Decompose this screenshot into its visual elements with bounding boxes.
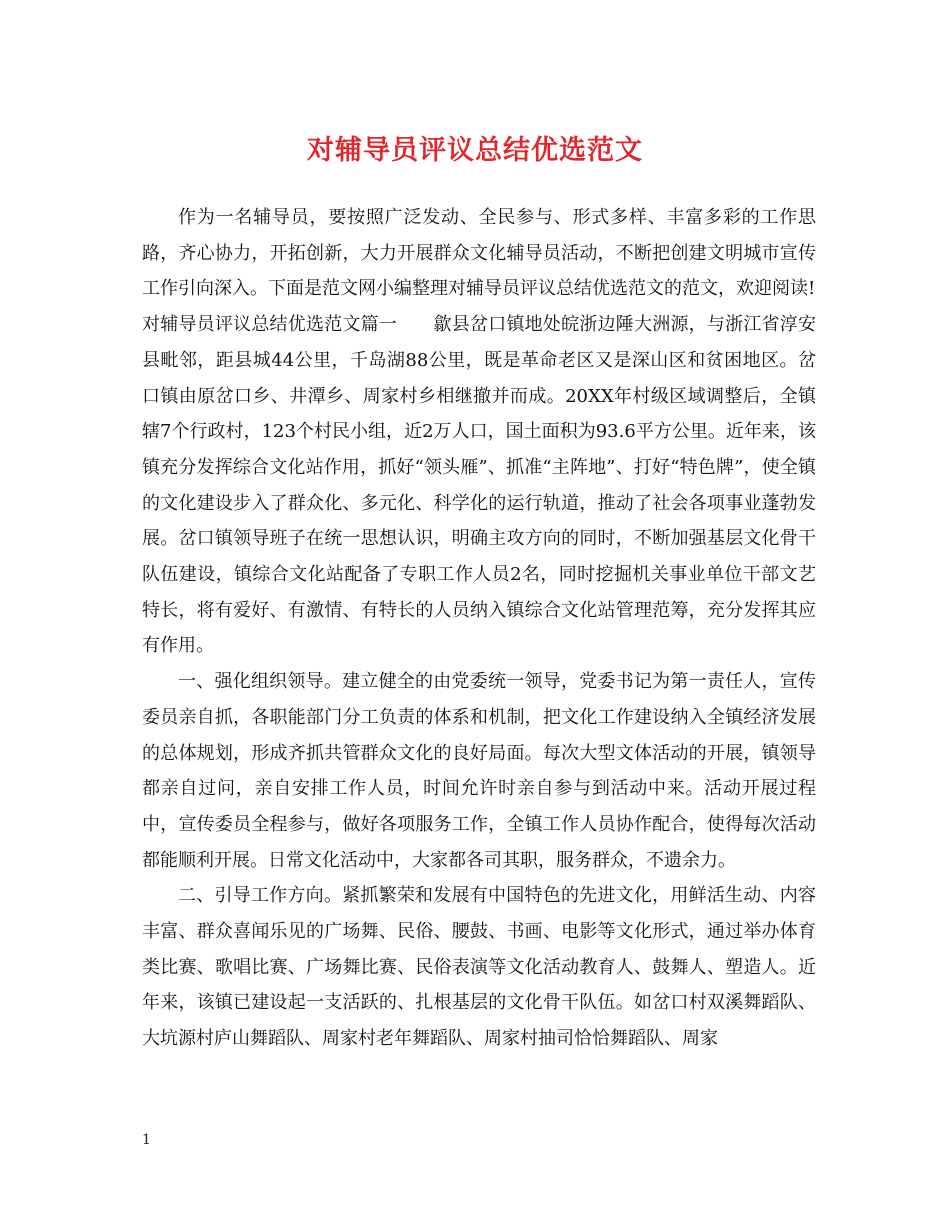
section-one-paragraph: 对辅导员评议总结优选范文篇一 歙县岔口镇地处皖浙边陲大洲源，与浙江省淳安县毗邻，距县城44公里，千岛湖88公里，既是革命老区又是深山区和贫困地区。岔口镇由原岔口乡、井潭乡、周家村乡相继撤并而成。20XX年村级区域调整后，全镇辖7个行政村，123个村民小组，近2万人口，国土面积为93.6平方公里。近年来，该镇充分发挥综合文化站作用，抓好“领头雁”、抓准“主阵地”、打好“特色牌”，使全镇的文化建设步入了群众化、多元化、科学化的运行轨道，推动了社会各项事业蓬勃发展。岔口镇领导班子在统一思想认识，明确主攻方向的同时，不断加强基层文化骨干队伍建设，镇综合文化站配备了专职工作人员2名，同时挖掘机关事业单位干部文艺特长，将有爱好、有激情、有特长的人员纳入镇综合文化站管理范筹，充分发挥其应有作用。 [142,314,816,657]
point-two-paragraph: 二、引导工作方向。紧抓繁荣和发展有中国特色的先进文化，用鲜活生动、内容丰富、群众喜闻乐见的广场舞、民俗、腰鼓、书画、电影等文化形式，通过举办体育类比赛、歌唱比赛、广场舞比赛、民俗表演等文化活动教育人、鼓舞人、塑造人。近年来，该镇已建设起一支活跃的、扎根基层的文化骨干队伍。如岔口村双溪舞蹈队、大坑源村庐山舞蹈队、周家村老年舞蹈队、周家村抽司恰恰舞蹈队、周家 [142,885,816,1050]
document-body [142,200,816,1057]
point-one-paragraph: 一、强化组织领导。建立健全的由党委统一领导，党委书记为第一责任人，宣传委员亲自抓，各职能部门分工负责的体系和机制，把文化工作建设纳入全镇经济发展的总体规划，形成齐抓共管群众文化的良好局面。每次大型文体活动的开展，镇领导都亲自过问，亲自安排工作人员，时间允许时亲自参与到活动中来。活动开展过程中，宣传委员全程参与，做好各项服务工作，全镇工作人员协作配合，使得每次活动都能顺利开展。日常文化活动中，大家都各司其职，服务群众，不遗余力。 [142,671,816,871]
intro-paragraph: 作为一名辅导员，要按照广泛发动、全民参与、形式多样、丰富多彩的工作思路，齐心协力，开拓创新，大力开展群众文化辅导员活动，不断把创建文明城市宣传工作引向深入。下面是范文网小编整理对辅导员评议总结优选范文的范文，欢迎阅读! [142,207,816,300]
document-title: 对辅导员评议总结优选范文 [307,135,643,166]
page-number: 1 [142,1132,151,1148]
